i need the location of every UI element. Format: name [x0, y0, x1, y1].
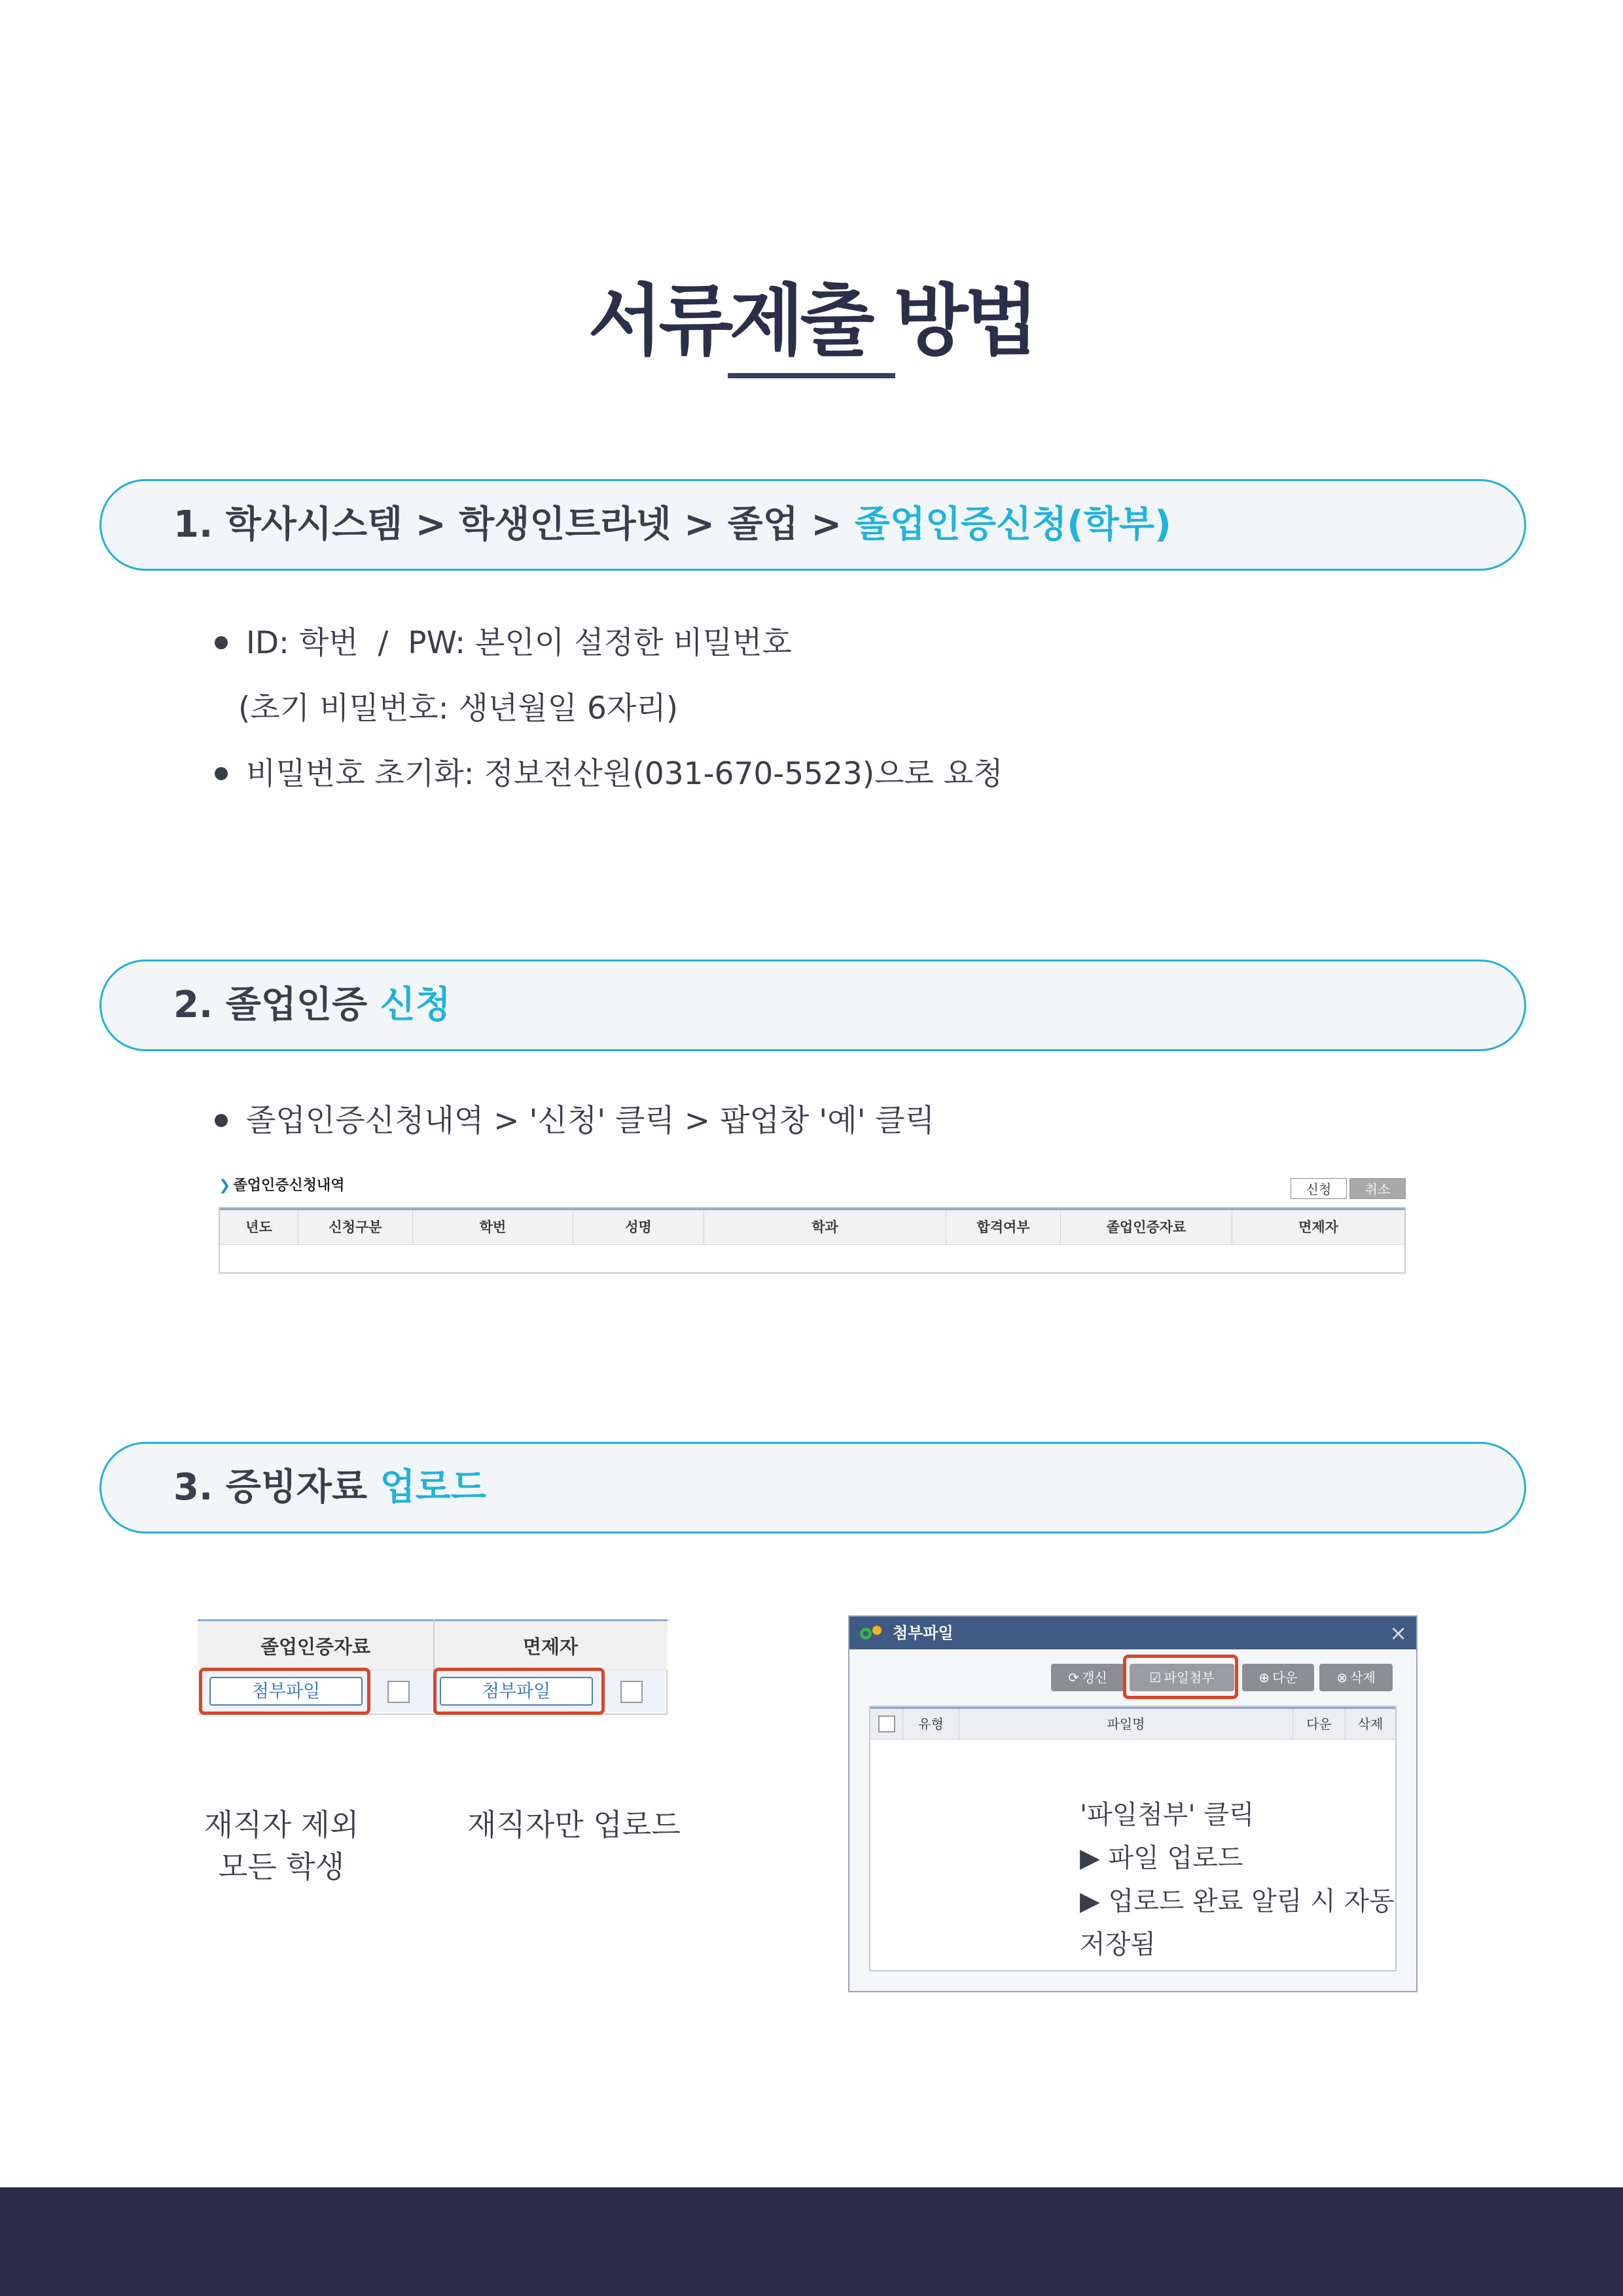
section2-heading [173, 961, 451, 1049]
upload-mini-table-screenshot [198, 1619, 668, 1715]
footer-bar [0, 2187, 1623, 2296]
delete-icon: ⊗ [1336, 1670, 1348, 1685]
section1-heading-pill [99, 479, 1526, 571]
instruction-line: ▶ 업로드 완료 알림 시 자동 [1080, 1886, 1395, 1916]
caption-left-line1: 재직자 제외 [204, 1807, 359, 1842]
column-header-student-id: 학번 [413, 1210, 573, 1244]
section1-bullet-reset-text: 비밀번호 초기화: 정보전산원(031-670-5523)으로 요청 [246, 756, 1003, 792]
section3-heading-prefix: 3. 증빙자료 [173, 1466, 380, 1509]
row-checkbox[interactable] [387, 1681, 410, 1703]
instruction-line: '파일첨부' 클릭 [1080, 1800, 1255, 1830]
caption-right: 재직자만 업로드 [467, 1807, 681, 1842]
bullet-dot-icon [215, 1114, 228, 1127]
column-header-type: 신청구분 [298, 1210, 413, 1244]
section2-bullet-apply [215, 1096, 935, 1140]
caption-left-line2: 모든 학생 [218, 1849, 345, 1884]
column-header-filename: 파일명 [959, 1709, 1293, 1739]
attached-files-table [869, 1706, 1397, 1971]
graduation-apply-table-screenshot [216, 1172, 1407, 1276]
column-header-name: 성명 [573, 1210, 704, 1244]
section1-bullet-login-text: ID: 학번 / PW: 본인이 설정한 비밀번호 [246, 625, 792, 661]
section2-heading-prefix: 2. 졸업인증 [173, 984, 380, 1026]
section3-heading-accent: 업로드 [380, 1466, 486, 1509]
column-header-exempt: 면제자 [1298, 1219, 1338, 1235]
section2-heading-pill [99, 960, 1526, 1051]
column-header-download: 다운 [1293, 1709, 1346, 1739]
attach-file-dialog [848, 1615, 1418, 1992]
instruction-line: ▶ 파일 업로드 [1080, 1843, 1243, 1873]
close-icon[interactable]: × [1389, 1621, 1407, 1645]
title-underline [728, 373, 895, 378]
cancel-button[interactable]: 취소 [1349, 1178, 1406, 1199]
delete-button-label: 삭제 [1350, 1670, 1376, 1685]
column-header-exempt: 면제자 [433, 1619, 668, 1670]
section1-heading-accent: 졸업인증신청(학부) [854, 503, 1171, 546]
refresh-button[interactable] [1051, 1664, 1124, 1691]
section1-heading-prefix: 1. 학사시스템 > 학생인트라넷 > 졸업 > [173, 503, 855, 546]
attach-file-button-label: 파일첨부 [1164, 1670, 1215, 1685]
highlight-box [433, 1668, 605, 1715]
highlight-box [1123, 1655, 1238, 1699]
dialog-title: 첨부파일 [893, 1624, 954, 1642]
table-header-row [220, 1208, 1404, 1245]
column-header-pass: 합격여부 [946, 1210, 1061, 1244]
column-header-materials: 졸업인증자료 [198, 1619, 433, 1670]
attach-file-button-materials[interactable]: 첨부파일 [209, 1677, 363, 1706]
select-all-checkbox[interactable] [878, 1715, 895, 1732]
section3-heading [173, 1444, 486, 1532]
column-header-delete: 삭제 [1357, 1716, 1383, 1732]
app-logo-icon [859, 1624, 886, 1641]
delete-button[interactable] [1319, 1664, 1393, 1691]
table-header-row [870, 1707, 1395, 1740]
upload-instructions [1080, 1793, 1395, 1966]
column-header-department: 학과 [704, 1210, 946, 1244]
instruction-line: 저장됨 [1080, 1929, 1156, 1960]
column-header-year: 년도 [220, 1210, 298, 1244]
download-button-label: 다운 [1272, 1670, 1298, 1685]
section3-heading-pill [99, 1442, 1526, 1534]
bullet-dot-icon [215, 767, 228, 780]
refresh-button-label: 갱신 [1082, 1670, 1107, 1685]
section1-bullet-login [215, 619, 792, 662]
section1-initial-password-note: (초기 비밀번호: 생년월일 6자리) [238, 691, 679, 726]
table-caption [219, 1174, 344, 1194]
page-title: 서류제출 방법 [588, 276, 1035, 366]
column-header-type: 유형 [903, 1709, 959, 1739]
column-header-materials: 졸업인증자료 [1061, 1210, 1232, 1244]
apply-table [219, 1207, 1406, 1274]
download-icon: ⊕ [1258, 1670, 1270, 1685]
attach-checkbox-icon: ☑ [1149, 1670, 1162, 1685]
section2-heading-accent: 신청 [380, 984, 451, 1026]
section2-bullet-apply-text: 졸업인증신청내역 > '신청' 클릭 > 팝업창 '예' 클릭 [246, 1103, 935, 1139]
refresh-icon: ⟳ [1068, 1670, 1080, 1685]
download-button[interactable] [1242, 1664, 1314, 1691]
attach-file-button-exempt[interactable]: 첨부파일 [440, 1677, 593, 1706]
bullet-dot-icon [215, 636, 228, 649]
caption-arrow-icon: ❯ [219, 1177, 231, 1194]
table-caption-text: 졸업인증신청내역 [233, 1177, 345, 1194]
apply-button[interactable]: 신청 [1291, 1178, 1347, 1199]
highlight-box [199, 1668, 370, 1715]
row-checkbox[interactable] [620, 1681, 643, 1703]
dialog-titlebar [849, 1617, 1416, 1649]
caption-left [196, 1804, 366, 1888]
select-all-cell [870, 1709, 903, 1739]
section1-heading [173, 481, 1171, 569]
section1-bullet-reset [215, 749, 1003, 793]
